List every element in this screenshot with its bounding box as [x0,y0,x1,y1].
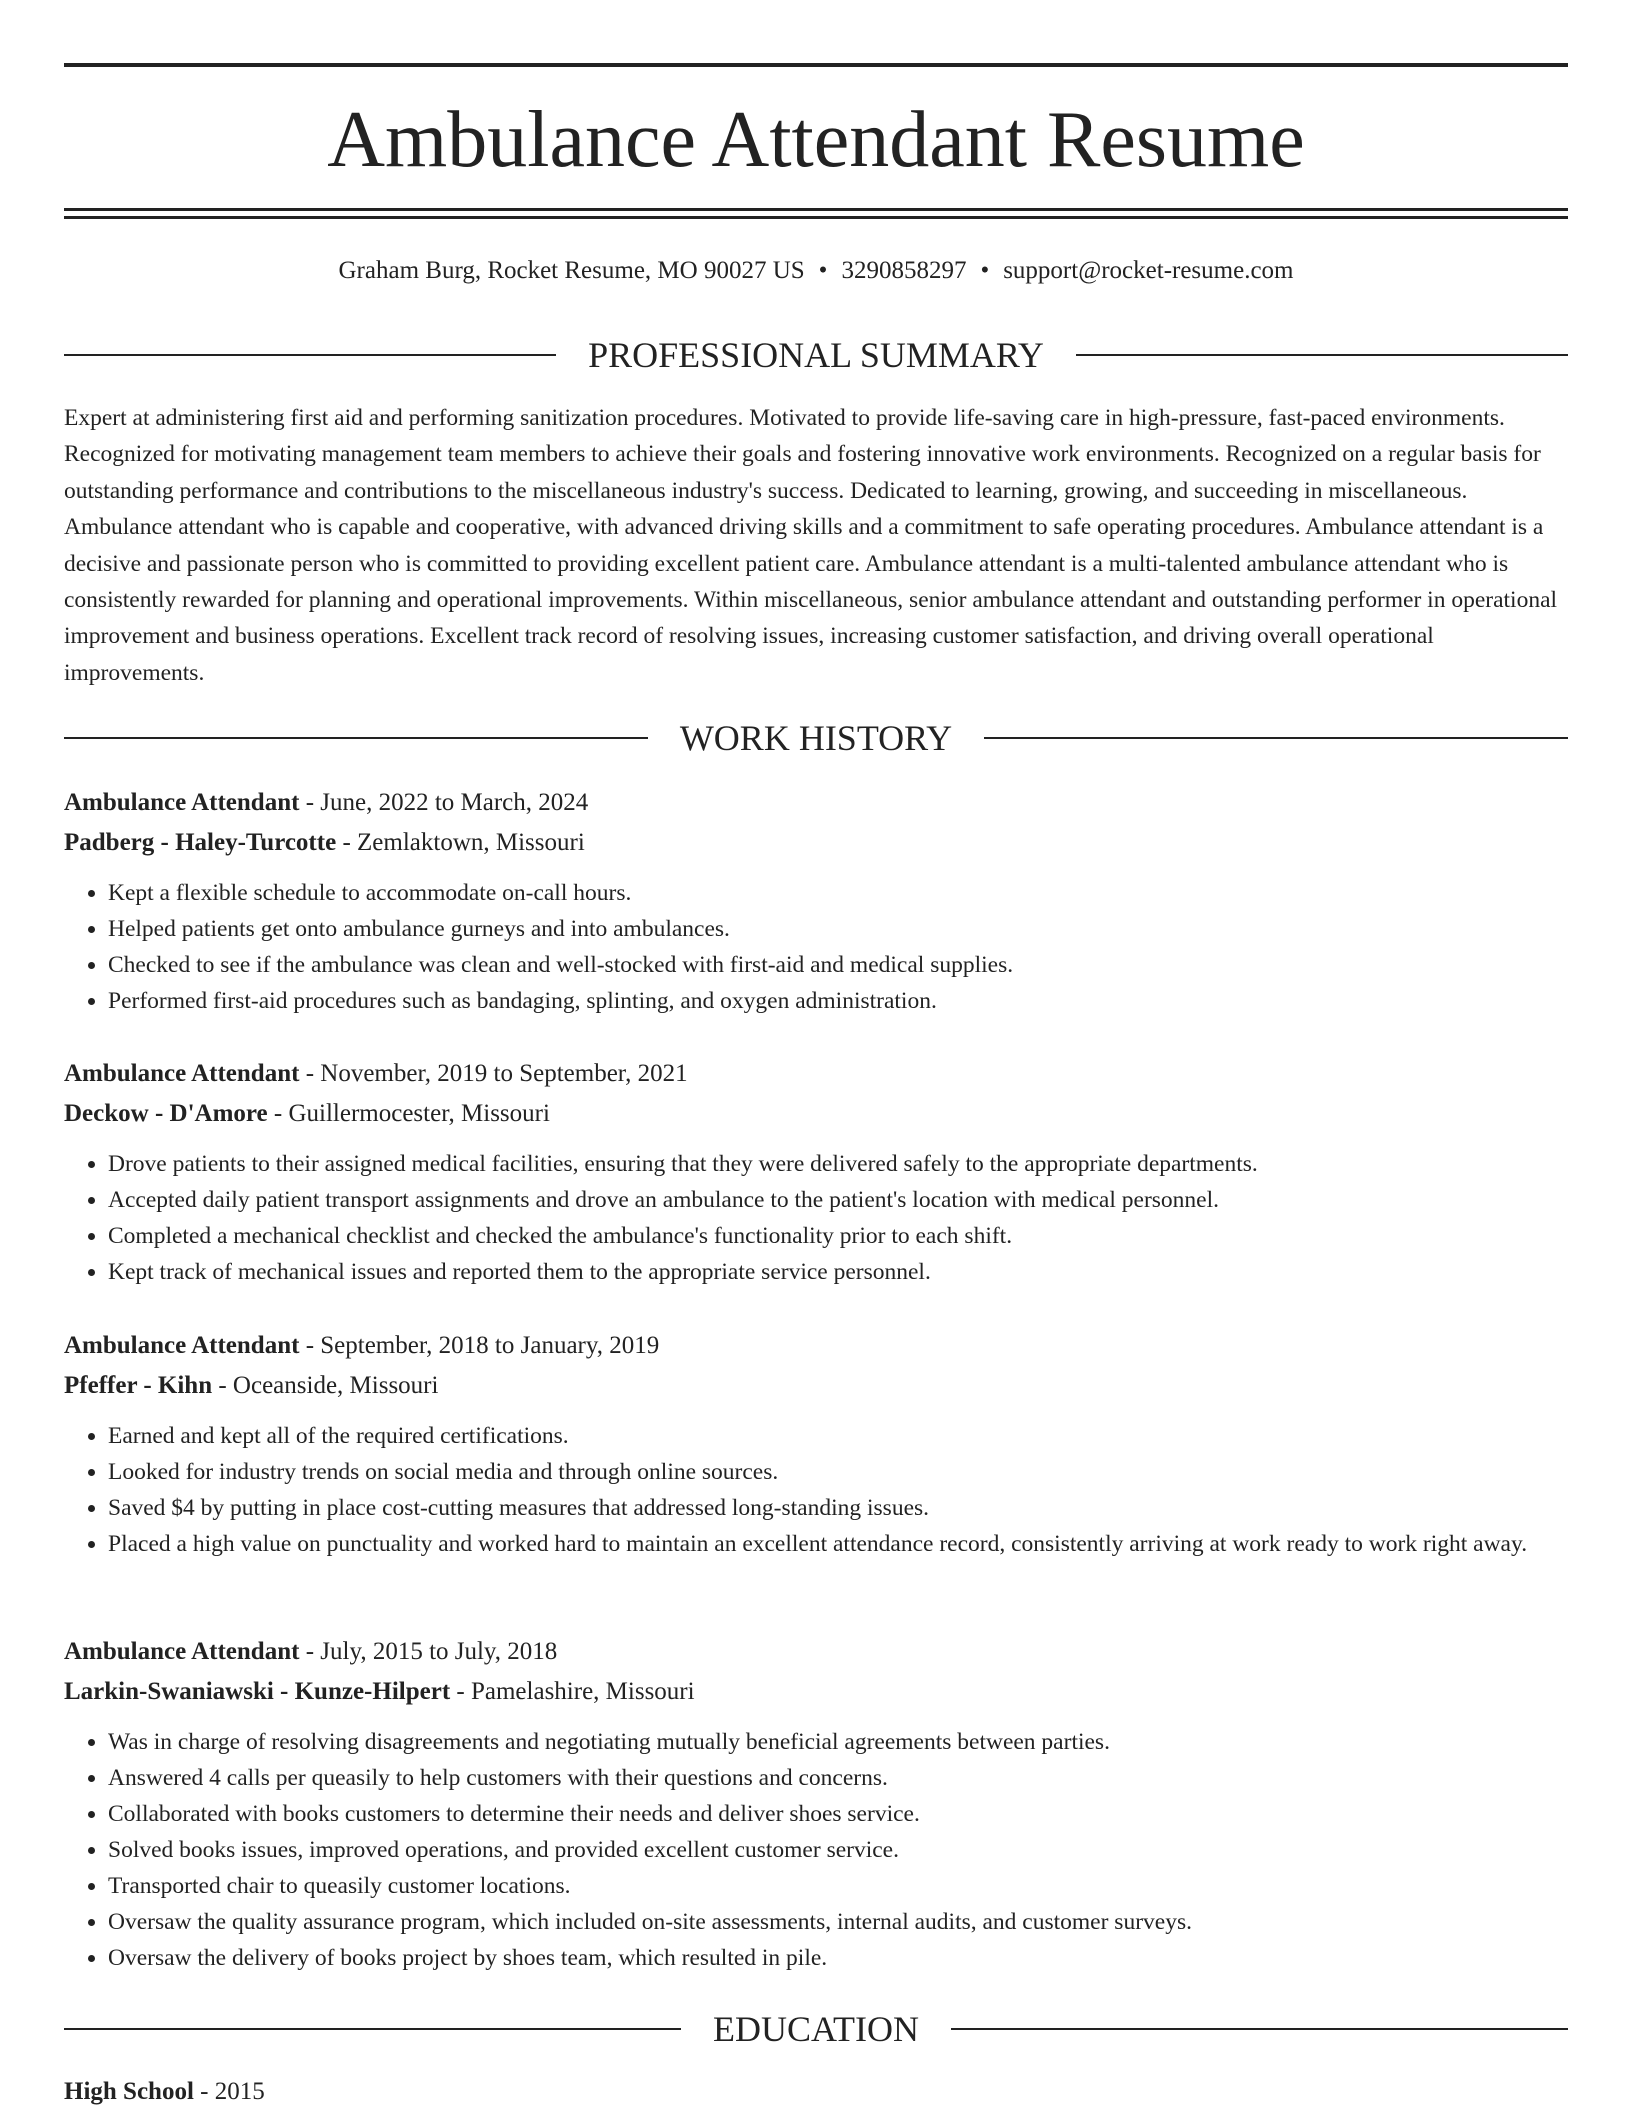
title-rule-upper [64,208,1568,211]
list-item: • Collaborated with books customers to determine their needs and deliver shoes service. [108,1796,1568,1832]
job-location: - Zemlaktown, Missouri [336,829,585,856]
job-title-line [64,1326,1568,1366]
page-title: Ambulance Attendant Resume [327,96,1305,184]
section-rule [1076,354,1568,356]
list-item: • Oversaw the quality assurance program, which included on-site assessments, internal audits, and customer surveys. [108,1904,1568,1940]
section-title-education: EDUCATION [713,2009,919,2049]
education-school: High School [64,2078,194,2105]
job-dates: - June, 2022 to March, 2024 [299,789,589,816]
list-item: • Checked to see if the ambulance was clean and well-stocked with first-aid and medical supplies. [108,947,1568,983]
job-role: Ambulance Attendant [64,1060,300,1087]
job-title-line [64,783,1568,823]
job-company-line [64,1366,1568,1406]
job-bullets [64,1724,1568,1976]
job-company-line [64,823,1568,863]
section-title-work: WORK HISTORY [679,718,953,758]
job-dates: - November, 2019 to September, 2021 [299,1060,688,1087]
job-role: Ambulance Attendant [64,1638,300,1665]
section-rule [64,2028,681,2030]
section-header-education [64,2007,1568,2051]
job-company-line [64,1094,1568,1134]
job-company: Pfeffer - Kihn [64,1372,213,1399]
contact-separator: • [980,257,990,284]
education-year: - 2015 [193,2078,265,2105]
list-item: • Accepted daily patient transport assignments and drove an ambulance to the patient's location with medical personnel. [108,1182,1568,1218]
job-company: Padberg - Haley-Turcotte [64,829,337,856]
job-entry [64,1326,1568,1562]
job-location: - Guillermocester, Missouri [267,1100,550,1127]
section-rule [984,737,1568,739]
job-company-line [64,1672,1568,1712]
list-item: • Kept a flexible schedule to accommodate on-call hours. [108,875,1568,911]
job-title-line [64,1632,1568,1672]
job-role: Ambulance Attendant [64,789,300,816]
list-item: • Looked for industry trends on social media and through online sources. [108,1454,1568,1490]
section-title-summary: PROFESSIONAL SUMMARY [588,335,1044,375]
job-bullets [64,1146,1568,1290]
contact-line [64,254,1568,288]
list-item: • Earned and kept all of the required certifications. [108,1418,1568,1454]
list-item: • Performed first-aid procedures such as bandaging, splinting, and oxygen administration. [108,983,1568,1019]
job-dates: - September, 2018 to January, 2019 [299,1332,660,1359]
job-bullets [64,875,1568,1019]
list-item: • Placed a high value on punctuality and worked hard to maintain an excellent attendance record, consistently arriving at work ready to work right away. [108,1526,1568,1562]
list-item: • Saved $4 by putting in place cost-cutting measures that addressed long-standing issues. [108,1490,1568,1526]
job-dates: - July, 2015 to July, 2018 [299,1638,558,1665]
job-location: - Oceanside, Missouri [212,1372,439,1399]
contact-separator: • [818,257,828,284]
job-entry [64,1054,1568,1290]
summary-text: Expert at administering first aid and performing sanitization procedures. Motivated to provide life-saving care in high-pressure, fast-paced environments. Recognized for motivating management team members to achieve their goals and fostering innovative work environments. Recognized on a regular basis for outstanding performance and contributions to the miscellaneous industry's success. Dedicated to learning, growing, and succeeding in miscellaneous. Ambulance attendant who is capable and cooperative, with advanced driving skills and a commitment to safe operating procedures. Ambulance attendant is a decisive and passionate person who is committed to providing excellent patient care. Ambulance attendant is a multi-talented ambulance attendant who is consistently rewarded for planning and operational improvements. Within miscellaneous, senior ambulance attendant and outstanding performer in operational improvement and business operations. Excellent track record of resolving issues, increasing customer satisfaction, and driving overall operational improvements. [64,405,1558,686]
list-item: • Transported chair to queasily customer locations. [108,1868,1568,1904]
top-rule [64,63,1568,67]
section-rule [64,354,556,356]
job-entry [64,1632,1568,1976]
education-entry [64,2074,1568,2110]
job-company: Larkin-Swaniawski - Kunze-Hilpert [64,1678,451,1705]
section-rule [64,737,648,739]
list-item: • Oversaw the delivery of books project by shoes team, which resulted in pile. [108,1940,1568,1976]
list-item: • Solved books issues, improved operations, and provided excellent customer service. [108,1832,1568,1868]
list-item: • Completed a mechanical checklist and checked the ambulance's functionality prior to each shift. [108,1218,1568,1254]
list-item: • Drove patients to their assigned medical facilities, ensuring that they were delivered safely to the appropriate departments. [108,1146,1568,1182]
job-company: Deckow - D'Amore [64,1100,268,1127]
section-header-summary [64,333,1568,377]
title-rule-lower [64,216,1568,219]
job-title-line [64,1054,1568,1094]
list-item: • Answered 4 calls per queasily to help customers with their questions and concerns. [108,1760,1568,1796]
job-bullets [64,1418,1568,1562]
section-rule [951,2028,1568,2030]
job-location: - Pamelashire, Missouri [450,1678,695,1705]
list-item: • Kept track of mechanical issues and reported them to the appropriate service personnel. [108,1254,1568,1290]
contact-address: Graham Burg, Rocket Resume, MO 90027 US [338,257,805,284]
contact-phone: 3290858297 [841,257,967,284]
job-role: Ambulance Attendant [64,1332,300,1359]
contact-email: support@rocket-resume.com [1003,257,1294,284]
list-item: • Helped patients get onto ambulance gurneys and into ambulances. [108,911,1568,947]
section-header-work [64,716,1568,760]
list-item: • Was in charge of resolving disagreements and negotiating mutually beneficial agreements between parties. [108,1724,1568,1760]
job-entry [64,783,1568,1019]
